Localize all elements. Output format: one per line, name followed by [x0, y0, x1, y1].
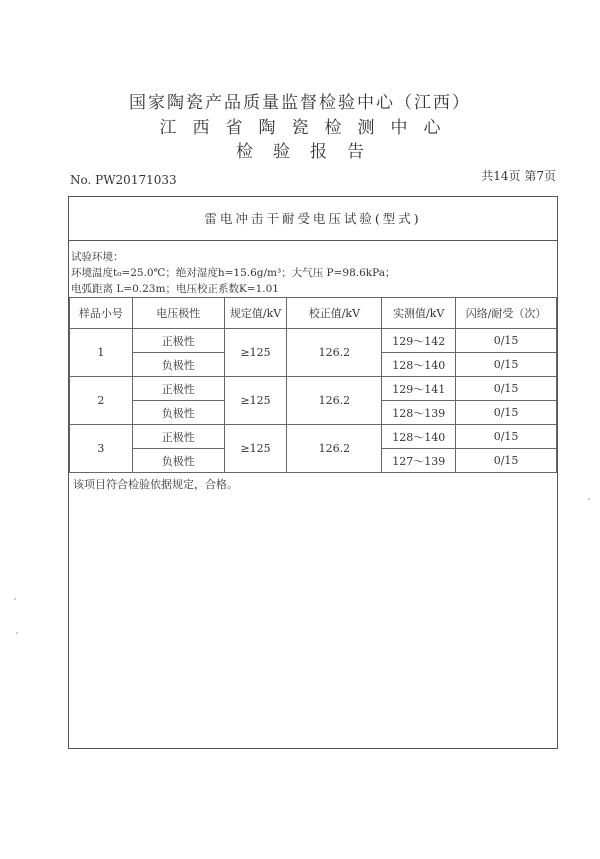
- polarity: 负极性: [132, 353, 224, 377]
- page-info: 共14页 第7页: [481, 169, 556, 183]
- specified-value: ≥125: [224, 377, 287, 425]
- sample-id: 2: [70, 377, 133, 425]
- corrected-value: 126.2: [287, 377, 382, 425]
- measured-value: 128～139: [382, 401, 456, 425]
- sample-id: 3: [70, 425, 133, 473]
- flashover-ratio: 0/15: [456, 329, 557, 353]
- specified-value: ≥125: [224, 425, 287, 473]
- scan-speck: [588, 498, 590, 500]
- measured-value: 127～139: [382, 449, 456, 473]
- measured-value: 128～140: [382, 425, 456, 449]
- polarity: 正极性: [132, 329, 224, 353]
- report-frame: [68, 196, 558, 749]
- center-name: 江西省陶瓷检测中心: [159, 118, 457, 138]
- specified-value: ≥125: [224, 329, 287, 377]
- polarity: 负极性: [132, 401, 224, 425]
- institution-name: 国家陶瓷产品质量监督检验中心（江西）: [129, 93, 471, 113]
- table-row: [70, 329, 557, 353]
- flashover-ratio: 0/15: [456, 425, 557, 449]
- test-title: 雷电冲击干耐受电压试验(型式): [69, 197, 557, 241]
- header-corrected: 校正值/kV: [287, 298, 382, 329]
- corrected-value: 126.2: [287, 329, 382, 377]
- table-header-row: [70, 298, 557, 329]
- polarity: 负极性: [132, 449, 224, 473]
- table-row: [70, 377, 557, 401]
- flashover-ratio: 0/15: [456, 353, 557, 377]
- results-table: [69, 297, 557, 473]
- report-number: No. PW20171033: [70, 173, 177, 187]
- flashover-ratio: 0/15: [456, 401, 557, 425]
- polarity: 正极性: [132, 377, 224, 401]
- header-specified: 规定值/kV: [224, 298, 287, 329]
- table-row: [70, 425, 557, 449]
- scan-speck: [16, 632, 18, 634]
- flashover-ratio: 0/15: [456, 449, 557, 473]
- header-flashover: 闪络/耐受（次）: [456, 298, 557, 329]
- measured-value: 129～142: [382, 329, 456, 353]
- header-measured: 实测值/kV: [382, 298, 456, 329]
- report-title: 检验报告: [236, 142, 384, 162]
- flashover-ratio: 0/15: [456, 377, 557, 401]
- test-environment: [71, 249, 396, 297]
- scan-speck: [14, 598, 16, 600]
- header-polarity: 电压极性: [132, 298, 224, 329]
- conclusion: 该项目符合检验依据规定，合格。: [73, 478, 238, 491]
- corrected-value: 126.2: [287, 425, 382, 473]
- env-arc-distance: 电弧距离 L=0.23m；电压校正系数K=1.01: [71, 283, 279, 295]
- header-sample-no: 样品小号: [70, 298, 133, 329]
- env-label: 试验环境：: [71, 251, 124, 263]
- env-conditions: 环境温度t₀=25.0℃；绝对湿度h=15.6g/m³；大气压 P=98.6kPa；: [71, 267, 396, 279]
- sample-id: 1: [70, 329, 133, 377]
- polarity: 正极性: [132, 425, 224, 449]
- measured-value: 129～141: [382, 377, 456, 401]
- measured-value: 128～140: [382, 353, 456, 377]
